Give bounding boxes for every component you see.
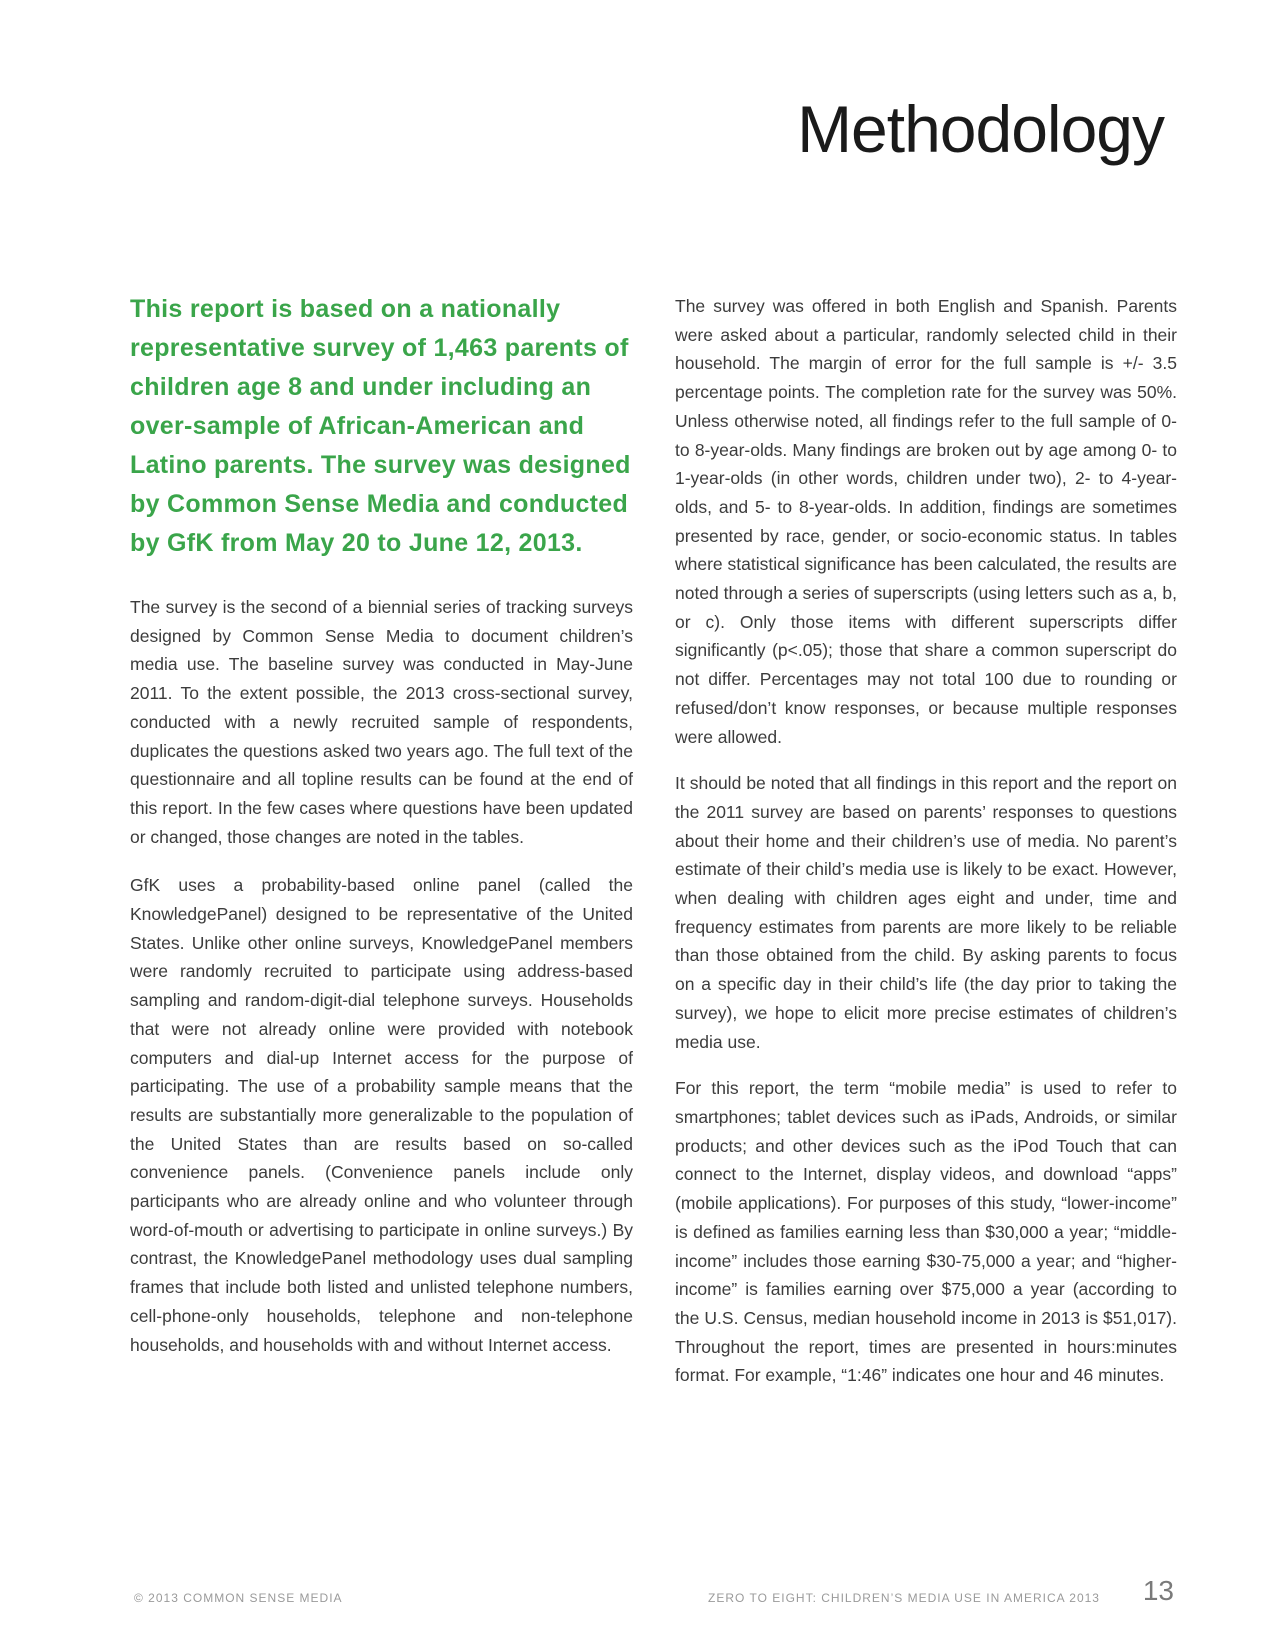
footer-copyright: © 2013 COMMON SENSE MEDIA bbox=[134, 1591, 343, 1605]
page-title: Methodology bbox=[797, 92, 1164, 166]
body-paragraph: The survey was offered in both English and Spanish. Parents were asked about a particular, randomly selected child in their household. The margin of error for the full sample is +/- 3.5 percentage points. The completion rate for the survey was 50%. Unless otherwise noted, all findings refer to the full sample of 0- to 8-year-olds. Many findings are broken out by age among 0- to 1-year-olds (in other words, children under two), 2- to 4-year-olds, and 5- to 8-year-olds. In addition, findings are sometimes presented by race, gender, or socio-economic status. In tables where statistical significance has been calculated, the results are noted through a series of superscripts (using letters such as a, b, or c). Only those items with different superscripts differ significantly (p<.05); those that share a common superscript do not differ. Percentages may not total 100 due to rounding or refused/don’t know responses, or because multiple responses were allowed. bbox=[675, 296, 1177, 747]
left-column bbox=[130, 290, 633, 1379]
body-paragraph: For this report, the term “mobile media” is used to refer to smartphones; tablet devices such as iPads, Androids, or similar products; and other devices such as the iPod Touch that can connect to the Internet, display videos, and download “apps” (mobile applications). For purposes of this study, “lower-income” is defined as families earning less than $30,000 a year; “middle-income” includes those earning $30-75,000 a year; and “higher-income” is families earning over $75,000 a year (according to the U.S. Census, median household income in 2013 is $51,017). Throughout the report, times are presented in hours:minutes format. For example, “1:46” indicates one hour and 46 minutes. bbox=[675, 1078, 1177, 1386]
body-paragraph: The survey is the second of a biennial series of tracking surveys designed by Common Sense Media to document children’s media use. The baseline survey was conducted in May-June 2011. To the extent possible, the 2013 cross-sectional survey, conducted with a newly recruited sample of respondents, duplicates the questions asked two years ago. The full text of the questionnaire and all topline results can be found at the end of this report. In the few cases where questions have been updated or changed, those changes are noted in the tables. bbox=[130, 597, 633, 847]
lead-paragraph: This report is based on a nationally representative survey of 1,463 parents of children age 8 and under including an over-sample of African-American and Latino parents. The survey was designed by Common Sense Media and conducted by GfK from May 20 to June 12, 2013. bbox=[130, 295, 631, 557]
body-paragraph: It should be noted that all findings in this report and the report on the 2011 survey are based on parents’ responses to questions about their home and their children’s use of media. No parent’s estimate of their child’s media use is likely to be exact. However, when dealing with children ages eight and under, time and frequency estimates from parents are more likely to be reliable than those obtained from the child. By asking parents to focus on a specific day in their child’s life (the day prior to taking the survey), we hope to elicit more precise estimates of children’s media use. bbox=[675, 773, 1177, 1052]
footer-report-title: ZERO TO EIGHT: CHILDREN’S MEDIA USE IN AMERICA 2013 bbox=[708, 1591, 1100, 1605]
page-number: 13 bbox=[1142, 1575, 1174, 1606]
right-column bbox=[675, 292, 1177, 1408]
body-paragraph: GfK uses a probability-based online panel (called the KnowledgePanel) designed to be representative of the United States. Unlike other online surveys, KnowledgePanel members were randomly recruited to participate using address-based sampling and random-digit-dial telephone surveys. Households that were not already online were provided with notebook computers and dial-up Internet access for the purpose of participating. The use of a probability sample means that the results are substantially more generalizable to the population of the United States than are results based on so-called convenience panels. (Convenience panels include only participants who are already online and who volunteer through word-of-mouth or advertising to participate in online surveys.) By contrast, the KnowledgePanel methodology uses dual sampling frames that include both listed and unlisted telephone numbers, cell-phone-only households, telephone and non-telephone households, and households with and without Internet access. bbox=[130, 875, 633, 1355]
